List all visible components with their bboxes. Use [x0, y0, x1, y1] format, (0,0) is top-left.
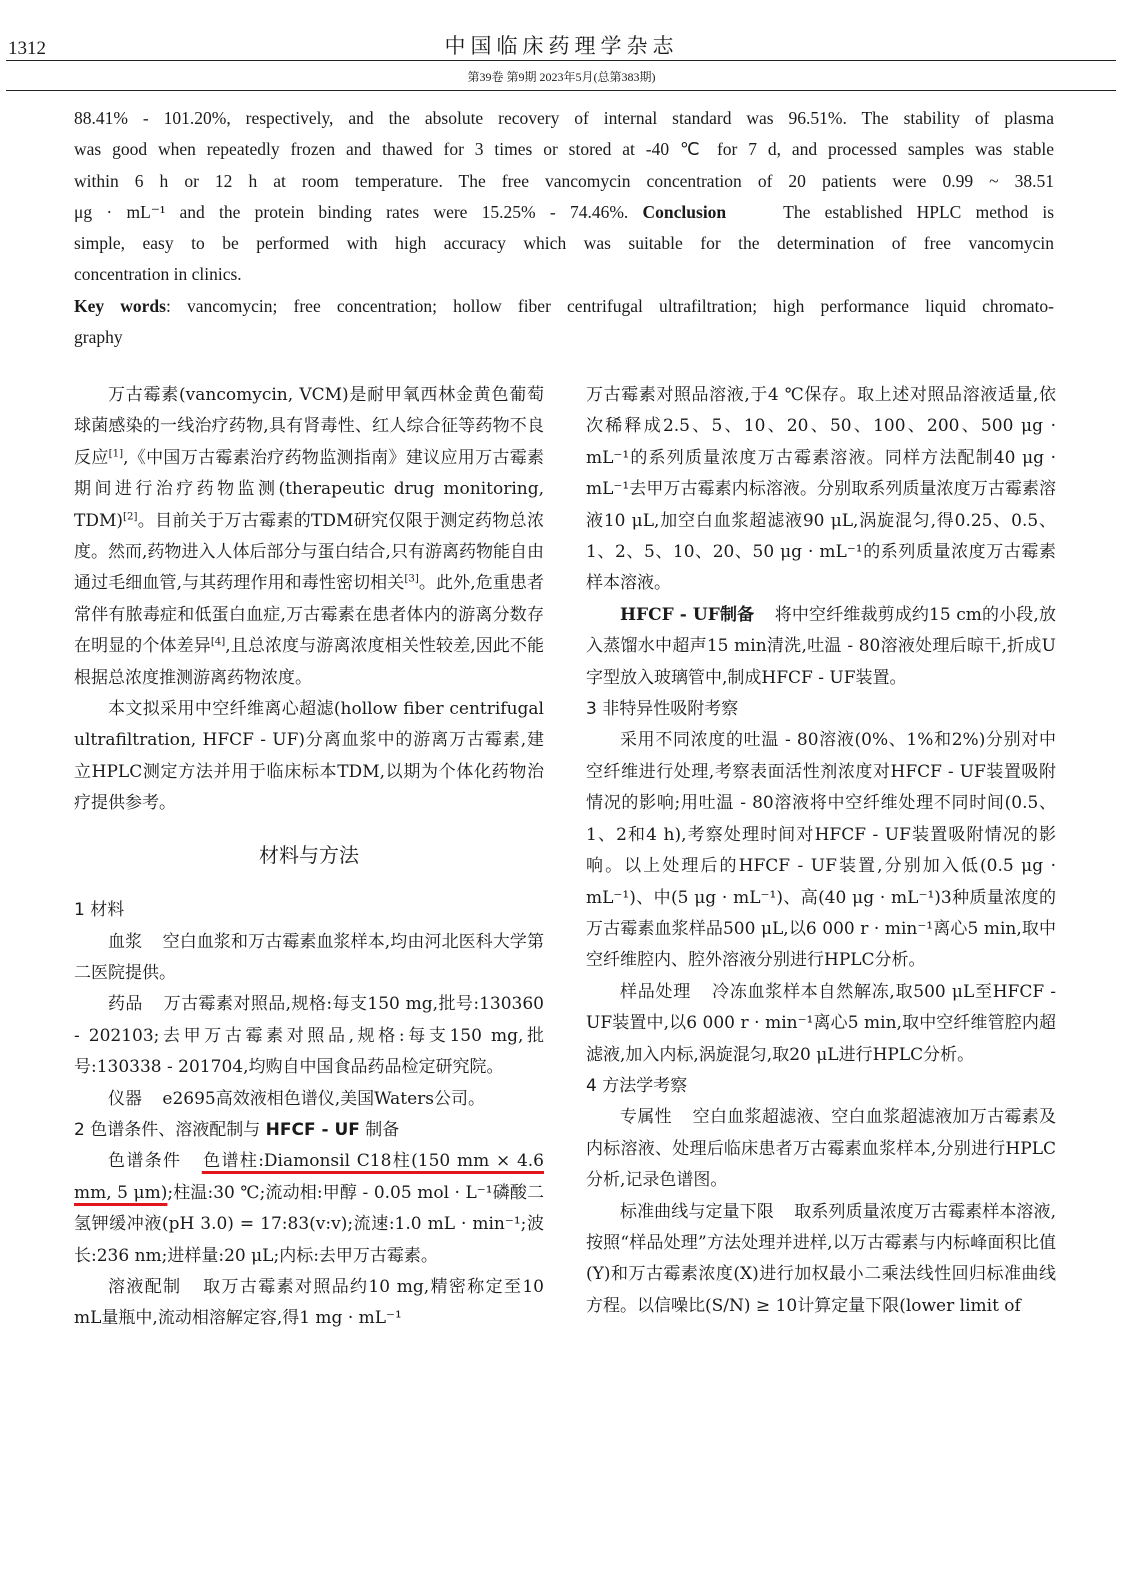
- intro-text: 。目前关于万古霉素的TDM研究仅限于测定药物总浓度。然而,药物进入人体后部分与蛋白结合,只有游离药物能自由通过毛细血管,与其药理作用和毒性密切相关: [74, 510, 544, 594]
- intro-text: ,且总浓度与游离浓度相关性较差,因此不能根据总浓度推测游离药物浓度。: [74, 636, 545, 688]
- chromatography-label: 色谱条件: [108, 1151, 182, 1172]
- chromatography-paragraph: [74, 1146, 544, 1272]
- heading-text: 2 色谱条件、溶液配制与: [74, 1119, 261, 1140]
- plasma-paragraph: [74, 927, 544, 990]
- plasma-text: 空白血浆和万古霉素血浆样本,均由河北医科大学第二医院提供。: [74, 931, 545, 983]
- abstract-line: was good when repeatedly frozen and thawed for 3 times or stored at -40 ℃ for 7 d, and processed samples was stable: [74, 139, 1054, 160]
- intro-paragraph-2: 本文拟采用中空纤维离心超滤(hollow fiber centrifugal ultrafiltration, HFCF - UF)分离血浆中的游离万古霉素,建立HPLC测定方法并用于临床标本TDM,以期为个体化药物治疗提供参考。: [74, 699, 544, 814]
- keywords-label: Key words: [74, 295, 166, 316]
- hfcf-label: HFCF - UF制备: [620, 604, 755, 625]
- sample-text: 冷冻血浆样本自然解冻,取500 μL至HFCF - UF装置中,以6 000 r · min⁻¹离心5 min,取中空纤维管腔内超滤液,加入内标,涡旋混匀,取20 μL进行HPLC分析。: [586, 981, 1057, 1065]
- intro-text: ,《中国万古霉素治疗药物监测指南》建议应用万古霉素期间进行治疗药物监测(therapeutic drug monitoring, TDM): [74, 447, 545, 531]
- keywords-cont: graphy: [74, 327, 123, 348]
- citation-ref: [1]: [108, 448, 124, 460]
- right-column: [586, 380, 1056, 1322]
- keywords: [74, 291, 1054, 322]
- solution-label: 溶液配制: [108, 1276, 182, 1297]
- adsorption-paragraph: 采用不同浓度的吐温 - 80溶液(0%、1%和2%)分别对中空纤维进行处理,考察表面活性剂浓度对HFCF - UF装置吸附情况的影响;用吐温 - 80溶液将中空纤维处理不同时间(0.5、1、2和4 h),考察处理时间对HFCF - UF装置吸附情况的影响。以上处理后的HFCF - UF装置,分别加入低(0.5 μg · mL⁻¹)、中(5 μg · mL⁻¹)、高(40 μg · mL⁻¹)3种质量浓度的万古霉素血浆样品500 μL,以6 000 r · min⁻¹离心5 min,取中空纤维腔内、腔外溶液分别进行HPLC分析。: [586, 730, 1056, 971]
- standard-curve-label: 标准曲线与定量下限: [620, 1201, 774, 1222]
- subsection-heading-1: 1 材料: [74, 900, 125, 921]
- header-rule-top: [6, 60, 1116, 61]
- chromatography-text: ;柱温:30 ℃;流动相:甲醇 - 0.05 mol · L⁻¹磷酸二氢钾缓冲液(pH 3.0) = 17:83(v:v);流速:1.0 mL · min⁻¹;波长:236 nm;进样量:20 μL;内标:去甲万古霉素。: [74, 1182, 544, 1266]
- drug-text: 万古霉素对照品,规格:每支150 mg,批号:130360 - 202103;去甲万古霉素对照品,规格:每支150 mg,批号:130338 - 201704,均购自中国食品药品检定研究院。: [74, 994, 544, 1078]
- intro-text: 。此外,危重患者常伴有脓毒症和低蛋白血症,万古霉素在患者体内的游离分数存在明显的个体差异: [74, 573, 545, 657]
- page-number: 1312: [8, 38, 46, 59]
- citation-ref: [2]: [123, 510, 138, 522]
- heading-text-bold: HFCF - UF: [265, 1119, 360, 1140]
- plasma-label: 血浆: [108, 931, 143, 952]
- section-heading: 材料与方法: [259, 842, 359, 867]
- abstract-line: μg · mL⁻¹ and the protein binding rates were 15.25% - 74.46%.: [74, 201, 629, 222]
- instrument-text: e2695高效液相色谱仪,美国Waters公司。: [162, 1088, 485, 1109]
- header-rule-bottom: [6, 90, 1116, 91]
- intro-paragraph-1: [74, 380, 544, 694]
- solution-paragraph: [74, 1272, 544, 1335]
- drug-paragraph: [74, 989, 544, 1083]
- heading-text: 制备: [365, 1119, 400, 1140]
- abstract-line-conclusion: [74, 197, 1054, 228]
- specificity-paragraph: [586, 1102, 1056, 1196]
- subsection-heading-3: 3 非特异性吸附考察: [586, 699, 739, 720]
- citation-ref: [3]: [404, 573, 419, 585]
- specificity-text: 空白血浆超滤液、空白血浆超滤液加万古霉素及内标溶液、处理后临床患者万古霉素血浆样本,分别进行HPLC分析,记录色谱图。: [586, 1107, 1057, 1191]
- standard-curve-paragraph: [586, 1197, 1056, 1323]
- subsection-heading-4: 4 方法学考察: [586, 1075, 688, 1096]
- keywords-text: : vancomycin; free concentration; hollow fiber centrifugal ultrafiltration; high performance liquid chromato-: [165, 295, 1055, 316]
- solution-text: 取万古霉素对照品约10 mg,精密称定至10 mL量瓶中,流动相溶解定容,得1 mg · mL⁻¹: [74, 1276, 544, 1329]
- issue-info: 第39卷 第9期 2023年5月(总第383期): [467, 70, 656, 84]
- hfcf-paragraph: [586, 600, 1056, 694]
- english-abstract: [74, 103, 1054, 353]
- journal-title: 中国临床药理学杂志: [444, 34, 679, 58]
- abstract-line: within 6 h or 12 h at room temperature. The free vancomycin concentration of 20 patients were 0.99 ~ 38.51: [74, 170, 1054, 191]
- solution-continued: 万古霉素对照品溶液,于4 ℃保存。取上述对照品溶液适量,依次稀释成2.5、5、10、20、50、100、200、500 μg · mL⁻¹的系列质量浓度万古霉素溶液。同样方法配制40 μg · mL⁻¹去甲万古霉素内标溶液。分别取系列质量浓度万古霉素溶液10 μL,加空白血浆超滤液90 μL,涡旋混匀,得0.25、0.5、1、2、5、10、20、50 μg · mL⁻¹的系列质量浓度万古霉素样本溶液。: [586, 385, 1056, 594]
- sample-paragraph: [586, 977, 1056, 1071]
- left-column: [74, 380, 544, 1335]
- abstract-line: concentration in clinics.: [74, 264, 242, 285]
- sample-label: 样品处理: [620, 981, 691, 1002]
- instrument-paragraph: [74, 1084, 544, 1115]
- conclusion-label: Conclusion: [642, 201, 727, 222]
- instrument-label: 仪器: [108, 1088, 142, 1109]
- abstract-line: simple, easy to be performed with high accuracy which was suitable for the determination of free vancomycin: [74, 233, 1054, 254]
- column-spec-underlined: 色谱柱:Diamonsil C18柱(150 mm × 4.6 mm, 5 μm): [74, 1151, 544, 1203]
- specificity-label: 专属性: [620, 1107, 672, 1128]
- standard-curve-text: 取系列质量浓度万古霉素样本溶液,按照“样品处理”方法处理并进样,以万古霉素与内标峰面积比值(Y)和万古霉素浓度(X)进行加权最小二乘法线性回归标准曲线方程。以信噪比(S/N) ≥ 10计算定量下限(lower limit of: [586, 1201, 1057, 1316]
- intro-text: 万古霉素(vancomycin, VCM)是耐甲氧西林金黄色葡萄球菌感染的一线治疗药物,具有肾毒性、红人综合征等药物不良反应: [74, 385, 544, 468]
- conclusion-text: The established HPLC method is: [783, 201, 1054, 222]
- drug-label: 药品: [108, 994, 143, 1015]
- subsection-heading-2: [74, 1115, 544, 1146]
- citation-ref: [4]: [210, 636, 226, 648]
- abstract-line: 88.41% - 101.20%, respectively, and the absolute recovery of internal standard was 96.51%. The stability of plasma: [74, 108, 1054, 128]
- hfcf-text: 将中空纤维裁剪成约15 cm的小段,放入蒸馏水中超声15 min清洗,吐温 - 80溶液处理后晾干,折成U字型放入玻璃管中,制成HFCF - UF装置。: [586, 604, 1056, 688]
